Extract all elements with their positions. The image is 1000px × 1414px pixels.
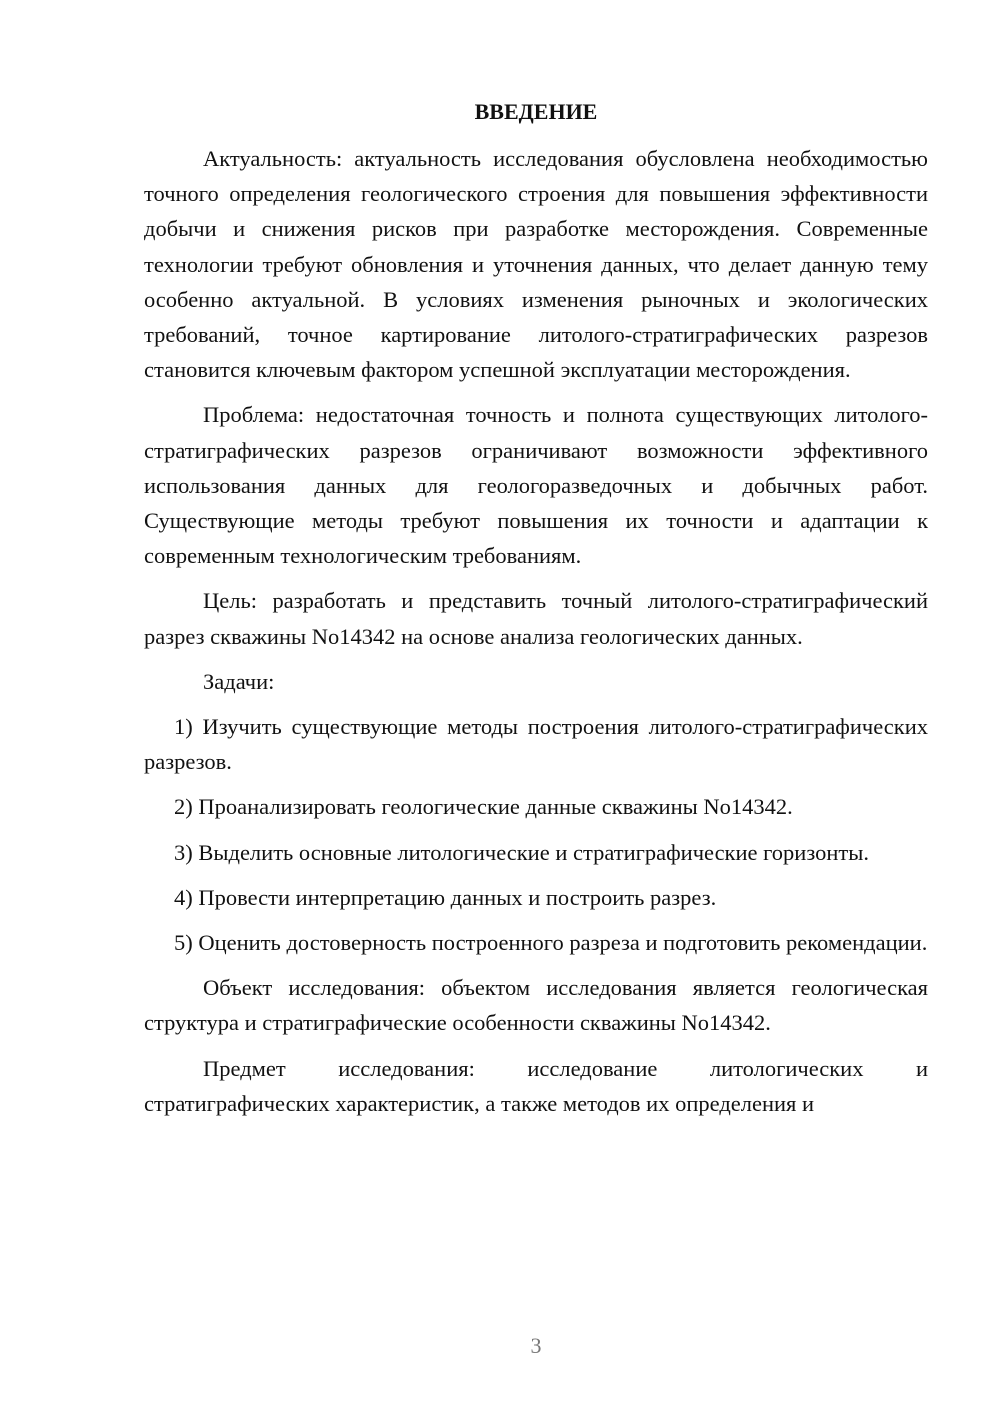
task-item-1: 1) Изучить существующие методы построения литолого-стратиграфических разрезов. xyxy=(144,714,928,775)
paragraph-relevance: Актуальность: актуальность исследования обусловлена необходимостью точного определения геологического строения для повышения эффективности добычи и снижения рисков при разработке месторождения. Современные технологии требуют обновления и уточнения данных, что делает данную тему особенно актуальной. В условиях изменения рыночных и экологических требований, точное картирование литолого-стратиграфических разрезов становится ключевым фактором успешной эксплуатации месторождения. xyxy=(144,146,928,383)
section-title: ВВЕДЕНИЕ xyxy=(474,99,598,124)
task-item-5: 5) Оценить достоверность построенного разреза и подготовить рекомендации. xyxy=(174,930,928,956)
task-item-2: 2) Проанализировать геологические данные скважины No14342. xyxy=(174,794,793,820)
page-number: 3 xyxy=(530,1333,542,1358)
paragraph-tasks-heading: Задачи: xyxy=(203,668,275,694)
task-item-3: 3) Выделить основные литологические и стратиграфические горизонты. xyxy=(174,839,869,865)
paragraph-goal: Цель: разработать и представить точный литолого-стратиграфический разрез скважины No14342 на основе анализа геологических данных. xyxy=(144,588,928,649)
page-content xyxy=(144,94,928,1131)
paragraph-problem: Проблема: недостаточная точность и полнота существующих литолого-стратиграфических разрезов ограничивают возможности эффективного использования данных для геологоразведочных и добычных работ. Существующие методы требуют повышения их точности и адаптации к современным технологическим требованиям. xyxy=(144,402,928,569)
paragraph-subject: Предмет исследования: исследование литологических и стратиграфических характеристик, а также методов их определения и xyxy=(144,1055,928,1116)
paragraph-object: Объект исследования: объектом исследования является геологическая структура и стратиграфические особенности скважины No14342. xyxy=(144,975,928,1036)
task-item-4: 4) Провести интерпретацию данных и построить разрез. xyxy=(174,884,717,910)
